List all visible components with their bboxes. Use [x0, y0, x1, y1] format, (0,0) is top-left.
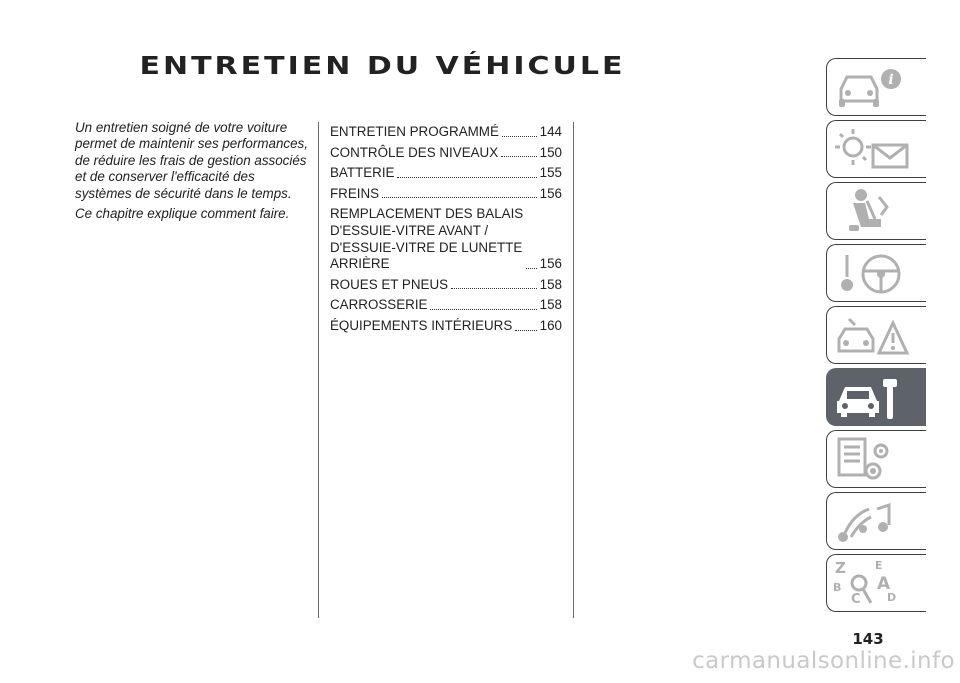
toc-page-number: 160 [539, 317, 562, 333]
page-number: 143 [852, 630, 884, 648]
index-letter: C [851, 592, 861, 607]
tab-driving[interactable] [826, 244, 926, 302]
toc-item[interactable] [330, 124, 562, 141]
chapter-intro [75, 120, 310, 226]
index-letter: D [887, 591, 897, 604]
seat-safety-icon [829, 185, 925, 239]
tab-emergency[interactable] [826, 306, 926, 364]
toc-page-number: 156 [539, 185, 562, 201]
toc-page-number: 144 [539, 124, 562, 139]
car-accident-icon [829, 309, 925, 363]
toc-leader-dots [397, 177, 536, 178]
toc-item[interactable] [330, 277, 562, 294]
toc-item[interactable] [330, 297, 562, 314]
toc-leader-dots [382, 197, 537, 198]
tab-technical-data[interactable] [826, 430, 926, 488]
column-divider [318, 122, 319, 618]
toc-leader-dots [451, 288, 537, 289]
tab-warning-lights[interactable] [826, 120, 926, 178]
toc-item[interactable] [330, 145, 562, 162]
toc-page-number: 156 [539, 256, 562, 272]
chapter-title: ENTRETIEN DU VÉHICULE [139, 52, 626, 81]
tab-car-info[interactable] [826, 58, 926, 116]
table-of-contents [330, 124, 562, 339]
toc-leader-dots [502, 136, 537, 137]
toc-label: REMPLACEMENT DES BALAIS D'ESSUIE-VITRE AVANT / D'ESSUIE-VITRE DE LUNETTE ARRIÈRE [330, 206, 524, 272]
toc-label: ÉQUIPEMENTS INTÉRIEURS [330, 317, 513, 333]
column-divider [573, 122, 574, 618]
toc-leader-dots [526, 268, 536, 269]
alphabetical-index-icon [829, 557, 925, 611]
steering-wheel-icon [829, 247, 925, 301]
car-info-icon [829, 61, 925, 115]
intro-paragraph: Un entretien soigné de votre voiture permet de maintenir ses performances, de réduire les frais de gestion associés et de conserver l'efficacité des systèmes de sécurité dans le temps. [75, 120, 308, 201]
index-letter: Z [835, 559, 846, 577]
toc-page-number: 158 [539, 276, 562, 292]
car-maintenance-icon [829, 371, 925, 425]
toc-leader-dots [501, 156, 536, 157]
toc-item[interactable] [330, 206, 562, 272]
toc-item[interactable] [330, 165, 562, 182]
toc-page-number: 155 [539, 165, 562, 181]
toc-item[interactable] [330, 318, 562, 335]
toc-label: BATTERIE [330, 165, 395, 181]
index-letter: A [877, 574, 891, 594]
watermark: carmanualsonline.info [692, 648, 955, 674]
toc-label: CARROSSERIE [330, 297, 428, 313]
intro-paragraph: Ce chapitre explique comment faire. [75, 206, 290, 222]
tab-maintenance[interactable] [826, 368, 926, 426]
tab-safety[interactable] [826, 182, 926, 240]
toc-page-number: 158 [539, 297, 562, 313]
tab-multimedia[interactable] [826, 492, 926, 550]
toc-label: CONTRÔLE DES NIVEAUX [330, 144, 499, 160]
toc-page-number: 150 [539, 144, 562, 160]
svg-text:i: i [888, 72, 894, 88]
toc-item[interactable] [330, 186, 562, 203]
tab-index[interactable] [826, 554, 926, 612]
toc-label: ROUES ET PNEUS [330, 276, 449, 292]
index-letter: B [833, 581, 842, 594]
toc-leader-dots [430, 309, 536, 310]
toc-label: ENTRETIEN PROGRAMMÉ [330, 124, 499, 139]
toc-leader-dots [515, 330, 536, 331]
warning-lights-icon [829, 123, 925, 177]
index-letter: E [875, 559, 883, 572]
toc-label: FREINS [330, 185, 380, 201]
technical-data-icon [829, 433, 925, 487]
chapter-tabs [826, 58, 928, 614]
multimedia-icon [829, 495, 925, 549]
